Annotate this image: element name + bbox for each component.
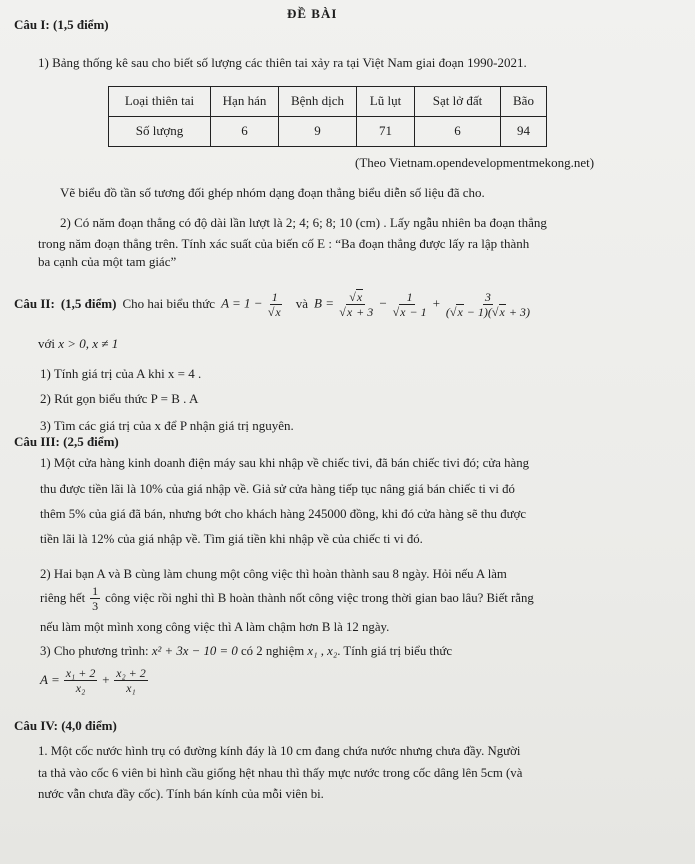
q3-p1-line2: thu được tiền lãi là 10% của giá nhập về. Giả sử cửa hàng tiếp tục nâng giá bán chiếc ti vi đó — [40, 482, 515, 496]
q1-label: Câu I: — [14, 17, 50, 32]
denominator: 3 — [92, 599, 99, 613]
q2-condition — [38, 336, 118, 352]
denominator: x₂ — [75, 681, 86, 695]
q3-p2-text: công việc rồi nghỉ thì B hoàn thành nốt công việc trong thời gian bao lâu? Biết rằng — [105, 590, 534, 605]
q2-intro: Cho hai biểu thức — [122, 296, 216, 312]
table-source: (Theo Vietnam.opendevelopmentmekong.net) — [355, 155, 595, 170]
table-header-row — [109, 87, 547, 117]
fraction — [337, 290, 375, 319]
q3-label: Câu III: — [14, 434, 60, 449]
operator: + — [101, 672, 111, 688]
numerator: 1 — [92, 584, 99, 598]
q3-p2-line1: 2) Hai bạn A và B cùng làm chung một công việc thì hoàn thành sau 8 ngày. Hỏi nếu A làm — [40, 567, 507, 581]
denominator: (√x − 1)(√x + 3) — [445, 305, 530, 319]
table-cell: Bão — [501, 87, 547, 117]
numerator: x₁ + 2 — [65, 666, 96, 680]
q4-points: (4,0 điểm) — [61, 718, 117, 733]
denominator: √x − 1 — [392, 305, 427, 319]
radicand: x — [499, 305, 505, 319]
q3-p1-line3: thêm 5% của giá đã bán, nhưng bớt cho khách hàng 245000 đồng, khi đó cửa hàng sẽ thu được — [40, 507, 527, 521]
fraction — [64, 666, 98, 695]
expr-A-lhs: A = 1 − — [221, 295, 263, 311]
expr-B — [314, 290, 532, 319]
page-title: ĐỀ BÀI — [287, 6, 338, 21]
q2-points: (1,5 điểm) — [60, 296, 117, 312]
q1-item1: 1) Bảng thống kê sau cho biết số lượng các thiên tai xảy ra tại Việt Nam giai đoạn 1990-2021. — [38, 55, 527, 70]
table-cell: 6 — [415, 117, 501, 147]
table-cell: Hạn hán — [211, 87, 279, 117]
q4-line2: ta thả vào cốc 6 viên bi hình cầu giống hệt nhau thì thấy mực nước trong cốc dâng lên 5cm (và — [38, 766, 523, 780]
q3-p2-text: riêng hết — [40, 590, 86, 605]
fraction — [114, 666, 148, 695]
numerator: 3 — [484, 290, 491, 304]
q3-p1-line1: 1) Một cửa hàng kinh doanh điện máy sau khi nhập về chiếc tivi, đã bán chiếc tivi đó; cửa hàng — [40, 456, 529, 470]
q3-p3-text: . Tính giá trị biểu thức — [337, 644, 453, 658]
expr-A2-lhs: A = — [40, 672, 60, 688]
table-cell: 94 — [501, 117, 547, 147]
q1-task: Vẽ biểu đồ tần số tương đối ghép nhóm dạng đoạn thẳng biểu diễn số liệu đã cho. — [60, 185, 485, 200]
q2-line — [14, 290, 532, 319]
q2-label: Câu II: — [14, 296, 55, 312]
table-cell: Loại thiên tai — [109, 87, 211, 117]
q2-and: và — [295, 296, 309, 312]
operator: − — [378, 295, 388, 311]
den-term: − 1 — [409, 305, 427, 319]
table-cell: Bệnh dịch — [279, 87, 357, 117]
denominator: √x + 3 — [339, 305, 374, 319]
q4-line3: nước vẫn chưa đầy cốc). Tính bán kính của mỗi viên bi. — [38, 787, 324, 801]
cond-expr: x > 0, x ≠ 1 — [58, 336, 119, 351]
fraction — [444, 290, 532, 319]
q4-heading — [14, 718, 117, 734]
q2-item2: 2) Rút gọn biểu thức P = B . A — [40, 391, 199, 406]
disaster-table — [108, 86, 547, 147]
table-cell: Số lượng — [109, 117, 211, 147]
fraction-one-third — [90, 584, 100, 613]
numerator: 1 — [406, 290, 413, 304]
q1-item2-line1: 2) Có năm đoạn thẳng có độ dài lần lượt là 2; 4; 6; 8; 10 (cm) . Lấy ngẫu nhiên ba đoạn thẳng — [60, 215, 547, 230]
numerator: 1 — [271, 290, 278, 304]
radicand: x — [400, 305, 406, 319]
q3-p1-line4: tiền lãi là 12% của giá nhập về. Tìm giá tiền khi nhập về của chiếc ti vi đó. — [40, 532, 423, 546]
fraction — [391, 290, 429, 319]
numerator: x₂ + 2 — [116, 666, 146, 680]
radicand: x — [275, 305, 281, 319]
expr-A — [221, 290, 284, 319]
table-row — [109, 117, 547, 147]
table-cell: 6 — [211, 117, 279, 147]
q1-item2-line3: ba cạnh của một tam giác” — [38, 254, 177, 269]
table-cell: 71 — [357, 117, 415, 147]
radicand: x — [346, 305, 353, 319]
operator: + — [431, 295, 441, 311]
cond-prefix: với — [38, 336, 55, 351]
equation: x² + 3x − 10 = 0 — [151, 644, 238, 658]
den-term: + 3 — [356, 305, 374, 319]
expr-A2 — [40, 666, 148, 695]
den-term: + 3 — [508, 305, 526, 319]
q3-p2-line3: nếu làm một mình xong công việc thì A làm chậm hơn B là 12 ngày. — [40, 620, 390, 634]
q3-points: (2,5 điểm) — [63, 434, 119, 449]
q3-heading — [14, 434, 119, 450]
denominator: √x — [267, 305, 281, 319]
q3-p3-text: 3) Cho phương trình: — [40, 644, 149, 658]
den-term: − 1 — [466, 305, 484, 319]
q3-p2-line2 — [40, 584, 534, 613]
expr-B-lhs: B = — [314, 295, 334, 311]
fraction — [266, 290, 284, 319]
q4-line1: 1. Một cốc nước hình trụ có đường kính đáy là 10 cm đang chứa nước nhưng chưa đầy. Người — [38, 744, 521, 758]
q1-points: (1,5 điểm) — [53, 17, 109, 32]
table-cell: 9 — [279, 117, 357, 147]
radicand: x — [356, 290, 363, 304]
q3-p3-line1 — [40, 644, 452, 660]
roots: x₁ , x₂ — [307, 644, 338, 658]
denominator: x₁ — [126, 681, 136, 695]
table-cell: Sạt lở đất — [415, 87, 501, 117]
table-cell: Lũ lụt — [357, 87, 415, 117]
q1-item2-line2: trong năm đoạn thẳng trên. Tính xác suất của biến cố E : “Ba đoạn thẳng được lấy ra lập thành — [38, 236, 530, 251]
q3-p3-text: có 2 nghiệm — [240, 644, 305, 658]
numerator: √x — [347, 290, 365, 305]
q4-label: Câu IV: — [14, 718, 58, 733]
radicand: x — [457, 305, 463, 319]
q2-item3: 3) Tìm các giá trị của x để P nhận giá trị nguyên. — [40, 418, 294, 433]
q1-heading — [14, 17, 109, 33]
q2-item1: 1) Tính giá trị của A khi x = 4 . — [40, 366, 202, 381]
